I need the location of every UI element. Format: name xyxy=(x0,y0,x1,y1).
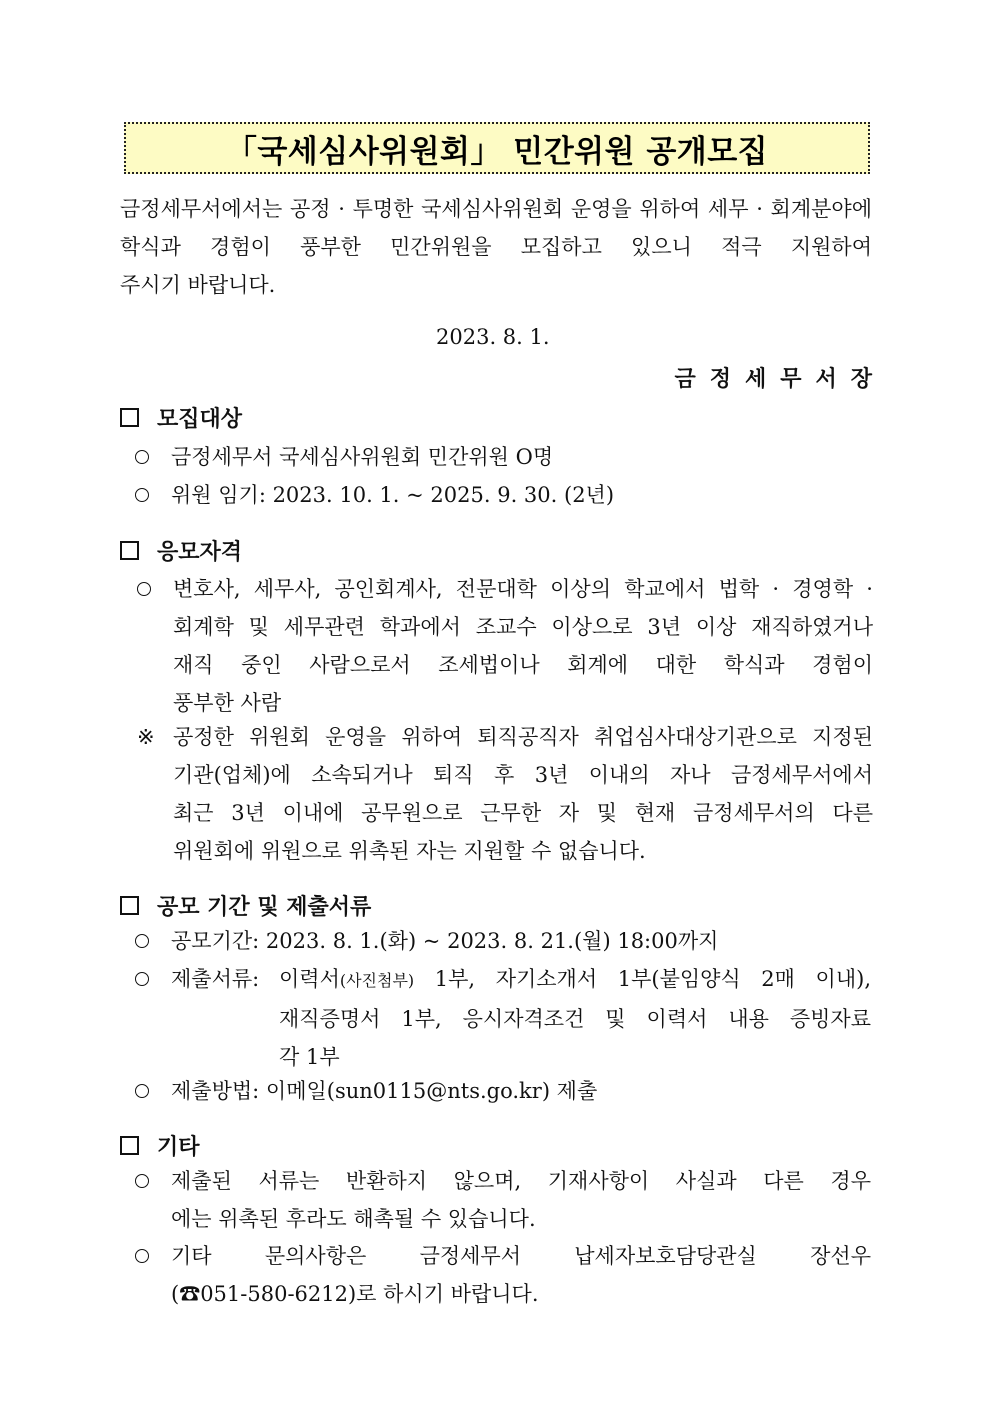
item-text: 위원 임기: 2023. 10. 1. ~ 2025. 9. 30. (2년) xyxy=(171,483,615,507)
section-heading-etc xyxy=(120,1130,200,1161)
item-text: 금정세무서 국세심사위원회 민간위원 O명 xyxy=(171,445,554,469)
item-text: 2023. 8. 1.(화) ~ 2023. 8. 21.(월) 18:00까지 xyxy=(265,929,719,953)
signer: 금정세무서장 xyxy=(674,366,886,392)
item-text: 위원회에 위원으로 위촉된 자는 지원할 수 없습니다. xyxy=(173,839,646,863)
list-item xyxy=(135,922,871,960)
section-title: 모집대상 xyxy=(157,406,243,432)
item-text: 기타 문의사항은 금정세무서 납세자보호담당관실 장선우 xyxy=(171,1244,871,1268)
circle-bullet-icon xyxy=(137,570,173,722)
list-item xyxy=(135,960,871,1076)
circle-bullet-icon xyxy=(135,922,171,960)
section-title: 공모 기간 및 제출서류 xyxy=(157,894,372,920)
item-text: 변호사, 세무사, 공인회계사, 전문대학 이상의 학교에서 법학 · 경영학 · xyxy=(173,577,873,601)
checkbox-square-icon xyxy=(120,1136,139,1155)
section-title: 응모자격 xyxy=(157,539,243,565)
list-item xyxy=(135,1072,871,1110)
page-title: 「국세심사위원회」 민간위원 공개모집 xyxy=(225,133,769,170)
item-text: (☎051-580-6212)로 하시기 바랍니다. xyxy=(171,1282,539,1306)
reference-mark-icon: ※ xyxy=(137,725,155,749)
title-box xyxy=(124,122,870,174)
section-title: 기타 xyxy=(157,1134,200,1160)
item-text: 최근 3년 이내에 공무원으로 근무한 자 및 현재 금정세무서의 다른 xyxy=(173,801,873,825)
item-text: 에는 위촉된 후라도 해촉될 수 있습니다. xyxy=(171,1207,536,1231)
item-text: 재직증명서 1부, 응시자격조건 및 이력서 내용 증빙자료 xyxy=(279,1007,871,1031)
circle-bullet-icon xyxy=(135,1162,171,1238)
item-label: 제출서류: xyxy=(171,967,260,991)
section-heading-eligibility xyxy=(120,535,242,566)
issue-date: 2023. 8. 1. xyxy=(436,325,550,349)
item-text: 이메일(sun0115@nts.go.kr) 제출 xyxy=(265,1079,598,1103)
checkbox-square-icon xyxy=(120,408,139,427)
item-text: 제출된 서류는 반환하지 않으며, 기재사항이 사실과 다른 경우 xyxy=(171,1169,871,1193)
checkbox-square-icon xyxy=(120,896,139,915)
circle-bullet-icon xyxy=(135,960,171,1076)
list-item xyxy=(137,570,873,722)
list-item xyxy=(135,1237,871,1313)
note-item xyxy=(137,718,873,870)
item-text: 회계학 및 세무관련 학과에서 조교수 이상으로 3년 이상 재직하였거나 xyxy=(173,615,873,639)
list-item xyxy=(135,1162,871,1238)
item-text: 재직 중인 사람으로서 조세법이나 회계에 대한 학식과 경험이 xyxy=(173,653,874,677)
item-text: 각 1부 xyxy=(279,1045,340,1069)
intro-line: 금정세무서에서는 공정 · 투명한 국세심사위원회 운영을 위하여 세무 · 회계분야에 xyxy=(120,197,872,221)
item-text: 기관(업체)에 소속되거나 퇴직 후 3년 이내의 자나 금정세무서에서 xyxy=(173,763,873,787)
section-heading-period-documents xyxy=(120,890,371,921)
section-heading-recruitment-target xyxy=(120,402,242,433)
item-text: 풍부한 사람 xyxy=(173,691,282,715)
checkbox-square-icon xyxy=(120,541,139,560)
circle-bullet-icon xyxy=(135,476,171,514)
item-text: 이력서 xyxy=(279,967,340,991)
item-text: 공정한 위원회 운영을 위하여 퇴직공직자 취업심사대상기관으로 지정된 xyxy=(173,725,873,749)
circle-bullet-icon xyxy=(135,1237,171,1313)
circle-bullet-icon xyxy=(135,1072,171,1110)
list-item xyxy=(135,438,871,476)
item-text: 1부, 자기소개서 1부(붙임양식 2매 이내), xyxy=(414,967,871,991)
item-label: 제출방법: xyxy=(171,1079,260,1103)
list-item xyxy=(135,476,871,514)
item-text-small: (사진첨부) xyxy=(339,971,415,990)
intro-paragraph xyxy=(120,190,872,304)
circle-bullet-icon xyxy=(135,438,171,476)
intro-line: 주시기 바랍니다. xyxy=(120,273,276,297)
intro-line: 학식과 경험이 풍부한 민간위원을 모집하고 있으니 적극 지원하여 xyxy=(120,235,872,259)
item-label: 공모기간: xyxy=(171,929,260,953)
